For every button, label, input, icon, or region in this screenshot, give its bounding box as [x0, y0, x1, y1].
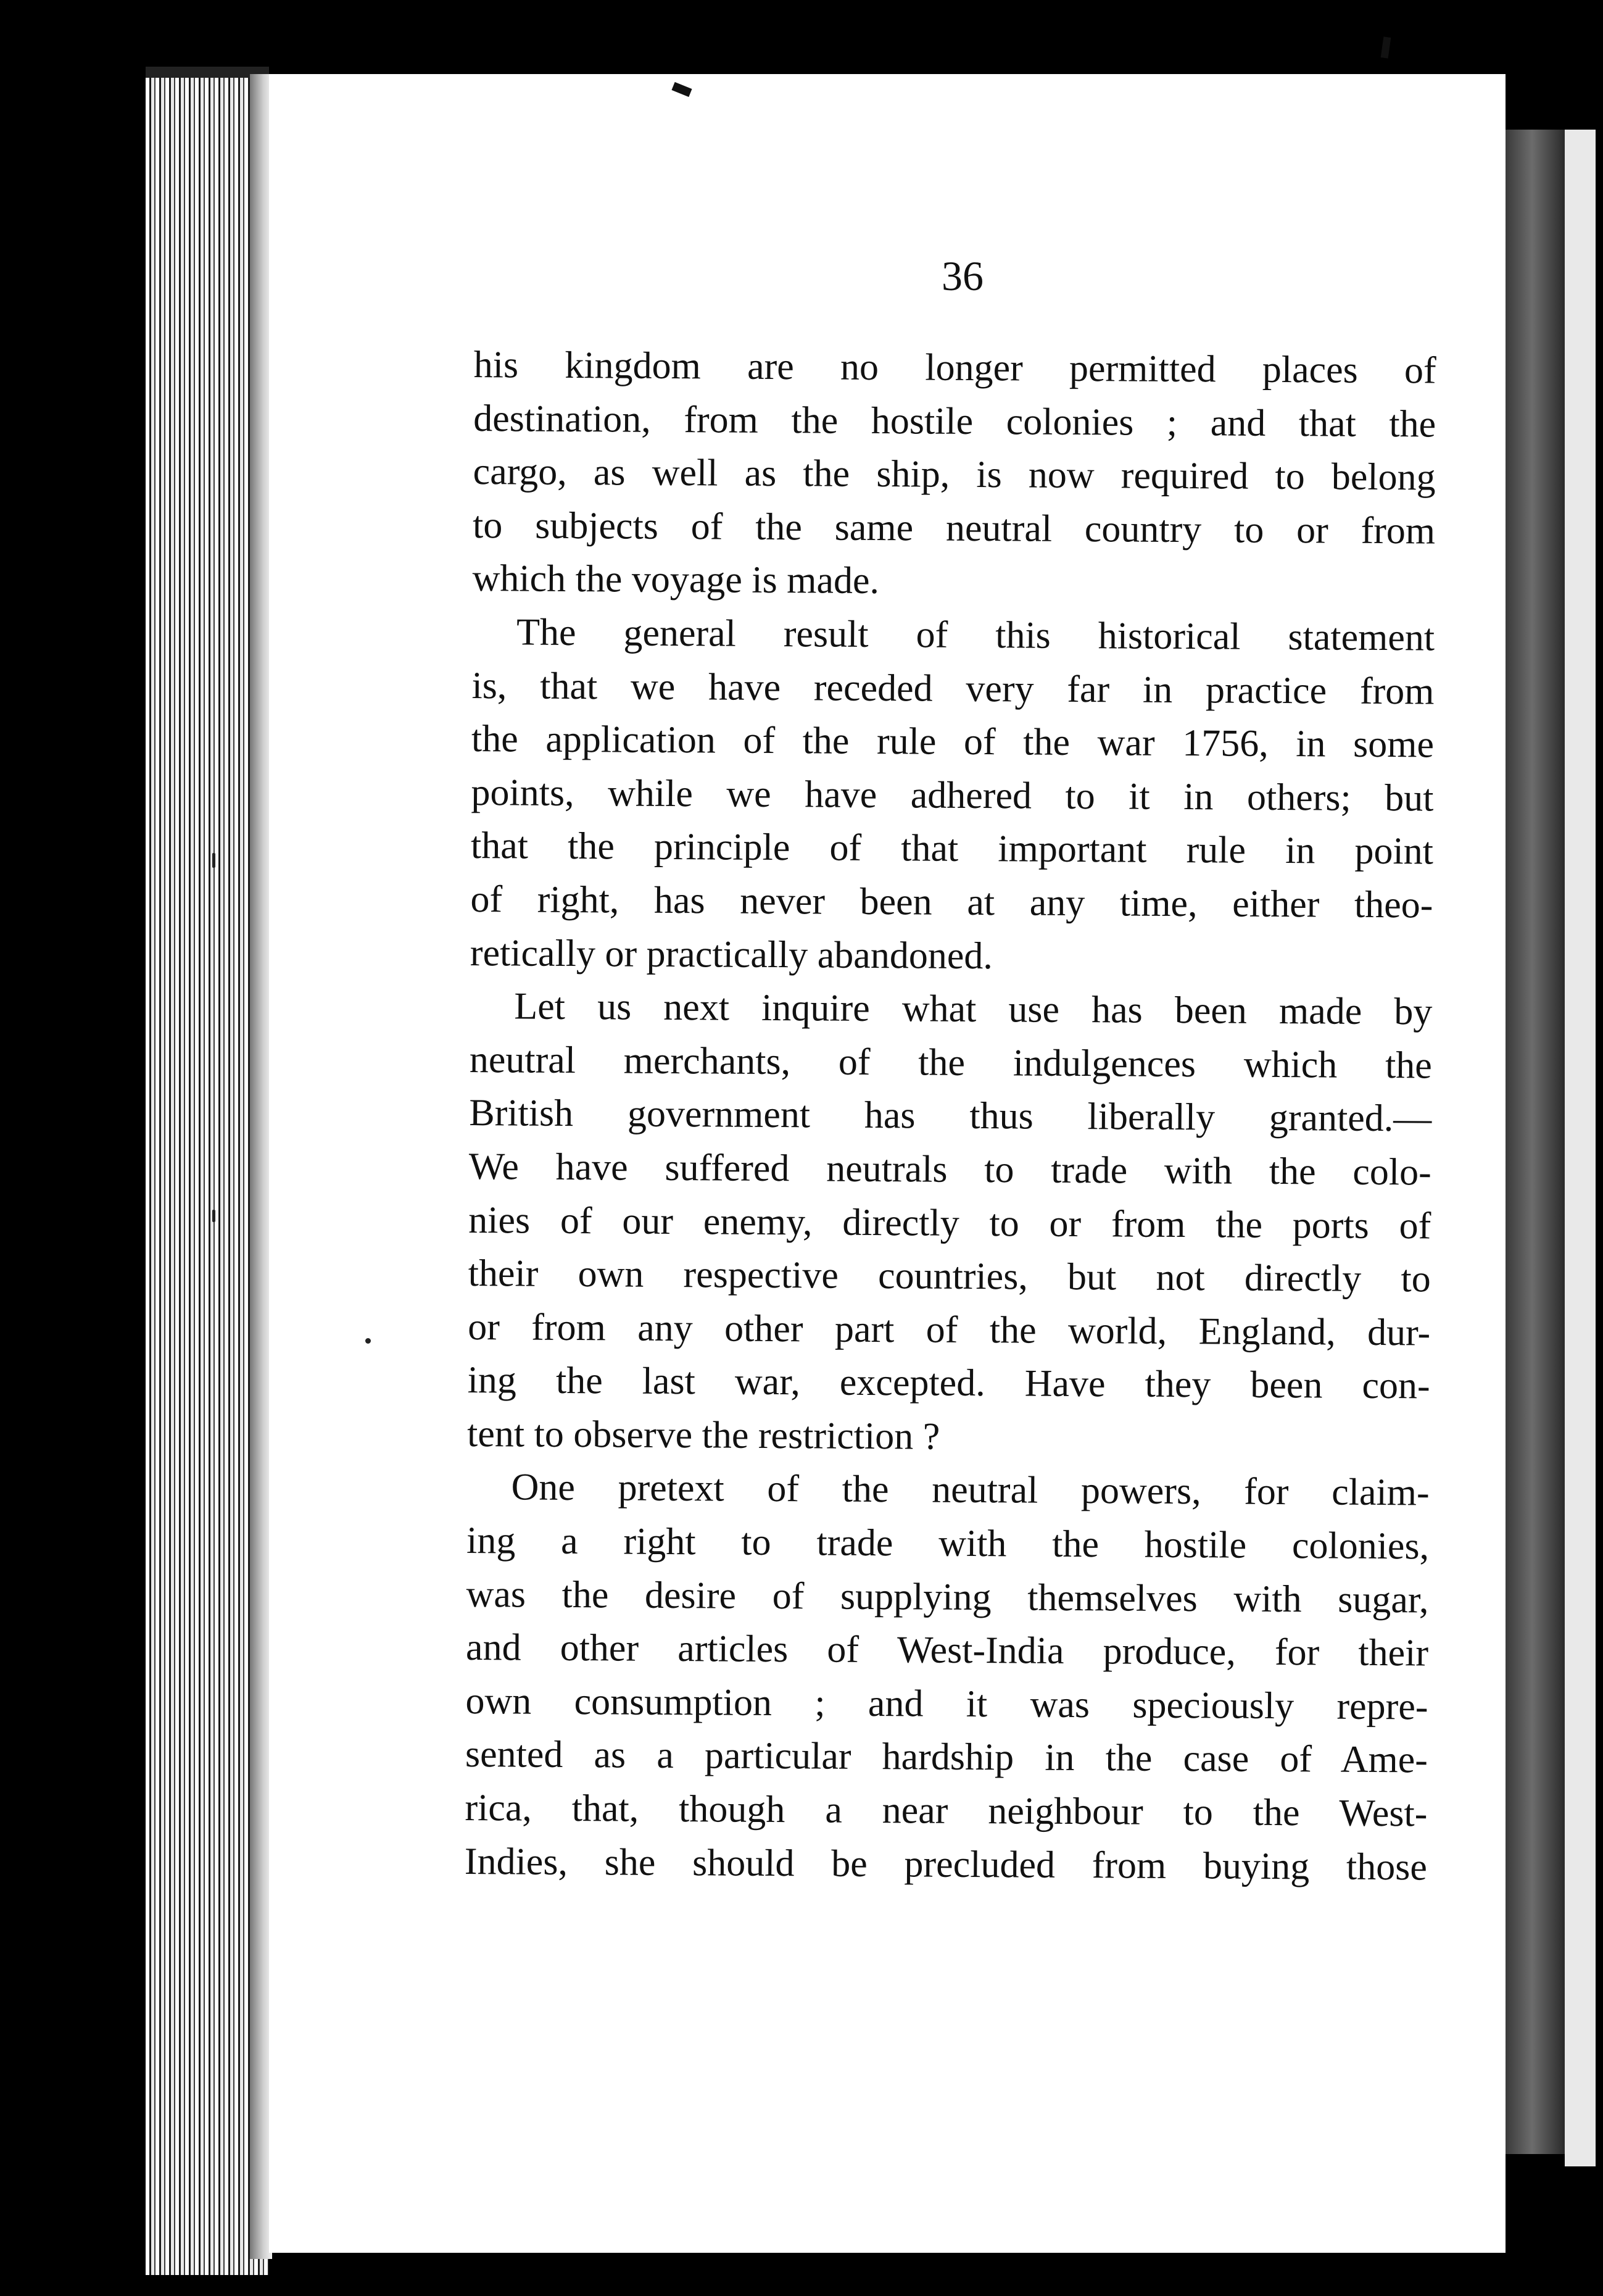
text-line: to subjects of the same neutral country to or from — [472, 504, 1436, 552]
text-line: ing the last war, excepted. Have they been con- — [467, 1359, 1430, 1407]
text-line: Indies, she should be precluded from buying those — [464, 1840, 1428, 1889]
paragraph-first-line: The general result of this historical statement — [516, 611, 1435, 659]
text-line: is, that we have receded very far in practice from — [471, 664, 1435, 713]
body-text — [465, 338, 1436, 1894]
text-line: destination, from the hostile colonies ; and that the — [473, 397, 1436, 446]
text-line: that the principle of that important rule in point — [470, 825, 1434, 873]
ink-speck — [212, 853, 215, 868]
text-line: neutral merchants, of the indulgences which the — [469, 1038, 1433, 1087]
text-line: which the voyage is made. — [472, 557, 880, 602]
text-line: points, while we have adhered to it in others; but — [471, 771, 1434, 820]
text-line: tent to observe the restriction ? — [466, 1412, 940, 1458]
text-line: own consumption ; and it was speciously repre- — [465, 1679, 1428, 1728]
facing-page-shadow — [1506, 130, 1565, 2154]
ink-speck — [365, 1338, 371, 1344]
paragraph-first-line: One pretext of the neutral powers, for claim- — [511, 1466, 1430, 1514]
text-line: British government has thus liberally granted.— — [469, 1092, 1432, 1140]
text-line: We have suffered neutrals to trade with the colo- — [468, 1145, 1431, 1194]
facing-page-edge — [1565, 130, 1596, 2166]
text-line: retically or practically abandoned. — [470, 931, 993, 977]
text-line: ing a right to trade with the hostile colonies, — [466, 1520, 1430, 1568]
text-line: and other articles of West-India produce, for their — [465, 1626, 1429, 1674]
corner-ink-mark — [1381, 36, 1391, 58]
text-line: or from any other part of the world, England, dur- — [468, 1305, 1431, 1354]
text-line: was the desire of supplying themselves with sugar, — [466, 1573, 1429, 1621]
page-number: 36 — [942, 252, 984, 299]
text-line: of right, has never been at any time, either theo- — [470, 878, 1433, 926]
ink-speck — [212, 1210, 215, 1222]
text-line: their own respective countries, but not directly to — [468, 1252, 1431, 1300]
text-line: nies of our enemy, directly to or from the ports of — [468, 1199, 1431, 1247]
text-line: rica, that, though a near neighbour to the West- — [465, 1786, 1428, 1835]
text-line: his kingdom are no longer permitted places of — [473, 343, 1436, 392]
text-line: the application of the rule of the war 1756, in some — [471, 718, 1435, 766]
paragraph-first-line: Let us next inquire what use has been made by — [514, 985, 1433, 1033]
text-line: cargo, as well as the ship, is now required to belong — [473, 451, 1436, 499]
text-line: sented as a particular hardship in the case of Ame- — [465, 1733, 1428, 1781]
